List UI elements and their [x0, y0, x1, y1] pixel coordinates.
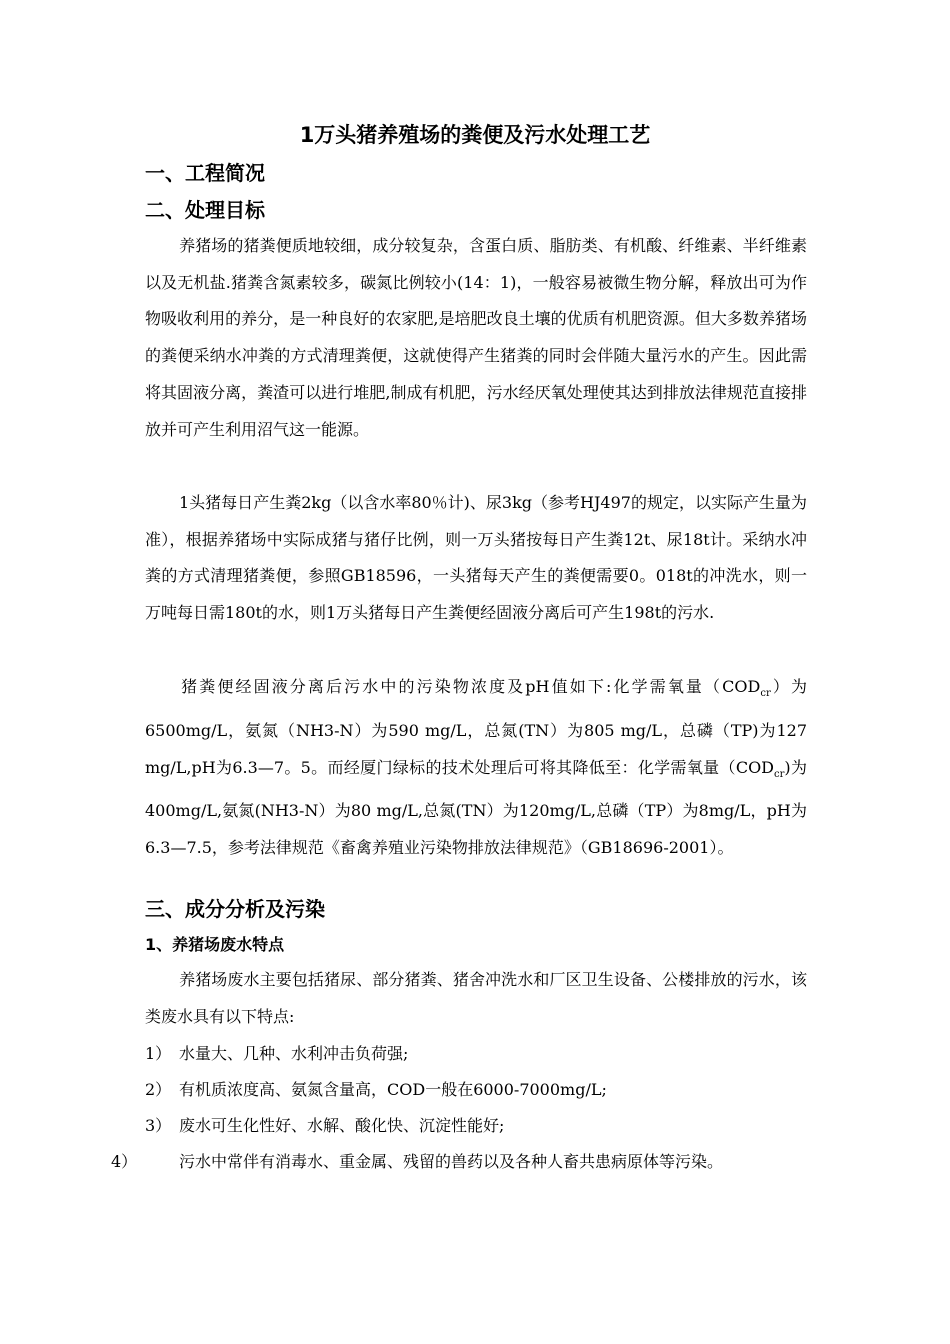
- document-title: 1万头猪养殖场的粪便及污水处理工艺: [299, 123, 651, 147]
- subsection-heading-wastewater: 1、养猪场废水特点: [145, 935, 285, 954]
- list-item: 2） 有机质浓度高、氨氮含量高，COD一般在6000-7000mg/L;: [145, 1080, 607, 1099]
- section-heading-goals: 二、处理目标: [145, 198, 265, 222]
- paragraph-goals-3: 猪粪便经固液分离后污水中的污染物浓度及pH值如下:化学需氧量$(COD_{cr})$为6500mg/L，氨氮（NH3-N）为590 mg/L，总氮(TN）为805 mg/L，总磷（TP)为127 mg/L,pH为6.3—7。5。而经厦门绿标的技术处理后可将其降低至：化学需氧量$(COD_{cr})$为400mg/L,氨氮(NH3-N）为80 mg/L,总氮(TN）为120mg/L,总磷（TP）为8mg/L，pH为6.3—7.5，参考法律规范《畜禽养殖业污染物排放法律规范》（GB18696-2001）。: [145, 677, 807, 858]
- list-item: 1） 水量大、几种、水利冲击负荷强;: [145, 1044, 409, 1063]
- list-item: 3） 废水可生化性好、水解、酸化快、沉淀性能好;: [145, 1116, 505, 1135]
- paragraph-wastewater: 养猪场废水主要包括猪尿、部分猪粪、猪舍冲洗水和厂区卫生设备、公楼排放的污水，该类废水具有以下特点:: [145, 970, 807, 1026]
- section-heading-analysis: 三、成分分析及污染: [145, 897, 325, 921]
- paragraph-goals-2: 1头猪每日产生粪2kg（以含水率80％计)、尿3kg（参考HJ497的规定，以实际产生量为准），根据养猪场中实际成猪与猪仔比例，则一万头猪按每日产生粪12t、尿18t计。采纳水冲粪的方式清理猪粪便，参照GB18596，一头猪每天产生的粪便需要0。018t的冲洗水，则一万吨每日需180t的水，则1万头猪每日产生粪便经固液分离后可产生198t的污水.: [145, 493, 807, 623]
- list-item: 4） 污水中常伴有消毒水、重金属、残留的兽药以及各种人畜共患病原体等污染。: [111, 1152, 724, 1171]
- section-heading-overview: 一、工程简况: [145, 161, 265, 185]
- paragraph-goals-1: 养猪场的猪粪便质地较细，成分较复杂，含蛋白质、脂肪类、有机酸、纤维素、半纤维素以及无机盐.猪粪含氮素较多，碳氮比例较小(14：1)，一般容易被微生物分解，释放出可为作物吸收利用的养分，是一种良好的农家肥,是培肥改良土壤的优质有机肥资源。但大多数养猪场的粪便采纳水冲粪的方式清理粪便，这就使得产生猪粪的同时会伴随大量污水的产生。因此需将其固液分离，粪渣可以进行堆肥,制成有机肥，污水经厌氧处理使其达到排放法律规范直接排放并可产生利用沼气这一能源。: [145, 236, 807, 439]
